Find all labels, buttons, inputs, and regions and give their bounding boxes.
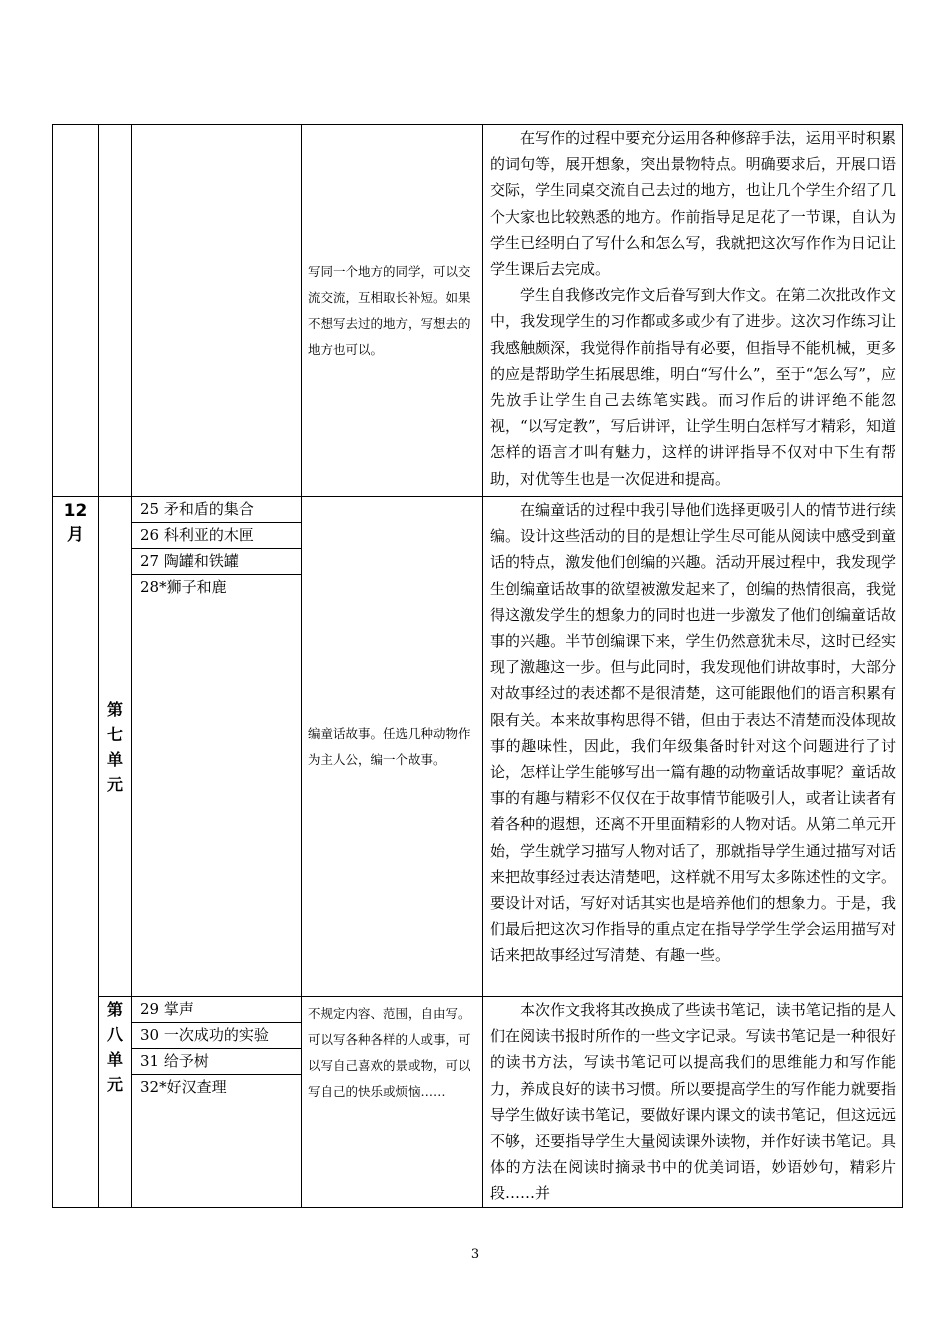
lessons-cell-empty <box>132 125 302 497</box>
table-row-unit-8 <box>53 997 903 1208</box>
month-number: 12 <box>63 501 88 521</box>
teaching-reflection <box>483 125 903 497</box>
lesson-item: 29 掌声 <box>132 997 301 1023</box>
month-cell <box>53 497 99 1208</box>
teaching-reflection <box>483 497 903 997</box>
month-cell-empty <box>53 125 99 497</box>
table-row-continued <box>53 125 903 497</box>
reflection-paragraph: 本次作文我将其改换成了些读书笔记，读书笔记指的是人们在阅读书报时所作的一些文字记录。写读书笔记是一种很好的读书方法，写读书笔记可以提高我们的思维能力和写作能力，养成良好的读书习惯。所以要提高学生的写作能力就要指导学生做好读书笔记，要做好课内课文的读书笔记，但这远远不够，还要指导学生大量阅读课外读物，并作好读书笔记。具体的方法在阅读时摘录书中的优美词语，妙语妙句，精彩片段……并 <box>490 1001 896 1203</box>
lesson-item: 32*好汉查理 <box>140 1078 227 1096</box>
writing-requirement: 不规定内容、范围，自由写。可以写各种各样的人或事，可以写自己喜欢的景或物，可以写自己的快乐或烦恼…… <box>302 997 483 1208</box>
writing-requirement: 写同一个地方的同学，可以交流交流，互相取长补短。如果不想写去过的地方，写想去的地方也可以。 <box>302 125 483 497</box>
unit-cell-empty <box>99 125 132 497</box>
unit-label <box>99 497 132 997</box>
unit-label-char: 元 <box>106 774 123 794</box>
unit-label-char: 元 <box>106 1075 123 1094</box>
unit-label-char: 七 <box>106 724 123 744</box>
page-number: 3 <box>470 1247 480 1262</box>
unit-label <box>99 997 132 1208</box>
reflection-paragraph: 在写作的过程中要充分运用各种修辞手法，运用平时积累的词句等，展开想象，突出景物特点。明确要求后，开展口语交际，学生同桌交流自己去过的地方，也让几个学生介绍了几个大家也比较熟悉的地方。作前指导足足花了一节课，自认为学生已经明白了写什么和怎么写，我就把这次写作作为日记让学生课后去完成。 <box>490 129 896 279</box>
lesson-item: 27 陶罐和铁罐 <box>132 549 301 575</box>
lesson-item: 26 科利亚的木匣 <box>132 523 301 549</box>
month-char: 月 <box>67 525 84 545</box>
lesson-list <box>132 997 302 1208</box>
lesson-item: 31 给予树 <box>132 1049 301 1075</box>
unit-label-char: 第 <box>106 1000 123 1019</box>
reflection-paragraph: 学生自我修改完作文后眷写到大作文。在第二次批改作文中，我发现学生的习作都或多或少有了进步。这次习作练习让我感触颇深，我觉得作前指导有必要，但指导不能机械，更多的应是帮助学生拓展思维，明白“写什么”，至于“怎么写”，应先放手让学生自己去练笔实践。而习作后的讲评绝不能忽视，“以写定教”，写后讲评，让学生明白怎样写才精彩，知道怎样的语言才叫有魅力，这样的讲评指导不仅对中下生有帮助，对优等生也是一次促进和提高。 <box>490 286 896 488</box>
teaching-reflection <box>483 997 903 1208</box>
lesson-item: 25 矛和盾的集合 <box>132 497 301 523</box>
lesson-list <box>132 497 302 997</box>
lesson-item: 30 一次成功的实验 <box>132 1023 301 1049</box>
lesson-item: 28*狮子和鹿 <box>140 578 227 596</box>
unit-label-char: 单 <box>106 1050 123 1069</box>
unit-label-char: 八 <box>106 1025 123 1044</box>
reflection-paragraph: 在编童话的过程中我引导他们选择更吸引人的情节进行续编。设计这些活动的目的是想让学生尽可能从阅读中感受到童话的特点，激发他们创编的兴趣。活动开展过程中，我发现学生创编童话故事的欲望被激发起来了，创编的热情很高，我觉得这激发学生的想象力的同时也进一步激发了他们创编童话故事的兴趣。半节创编课下来，学生仍然意犹未尽，这时已经实现了激趣这一步。但与此同时，我发现他们讲故事时，大部分对故事经过的表述都不是很清楚，这可能跟他们的语言积累有限有关。本来故事构思得不错，但由于表达不清楚而没体现故事的趣味性，因此，我们年级集备时针对这个问题进行了讨论，怎样让学生能够写出一篇有趣的动物童话故事呢？童话故事的有趣与精彩不仅仅在于故事情节能吸引人，或者让读者有着各种的遐想，还离不开里面精彩的人物对话。从第二单元开始，学生就学习描写人物对话了，那就指导学生通过描写对话来把故事经过表达清楚吧，这样就不用写太多陈述性的文字。要设计对话，写好对话其实也是培养他们的想象力。于是，我们最后把这次习作指导的重点定在指导学学生学会运用描写对话来把故事经过写清楚、有趣一些。 <box>490 501 896 965</box>
writing-requirement: 编童话故事。任选几种动物作为主人公，编一个故事。 <box>302 497 483 997</box>
unit-label-char: 单 <box>106 749 123 769</box>
table-row-unit-7 <box>53 497 903 997</box>
teaching-plan-table <box>52 124 903 1208</box>
unit-label-char: 第 <box>106 699 123 719</box>
